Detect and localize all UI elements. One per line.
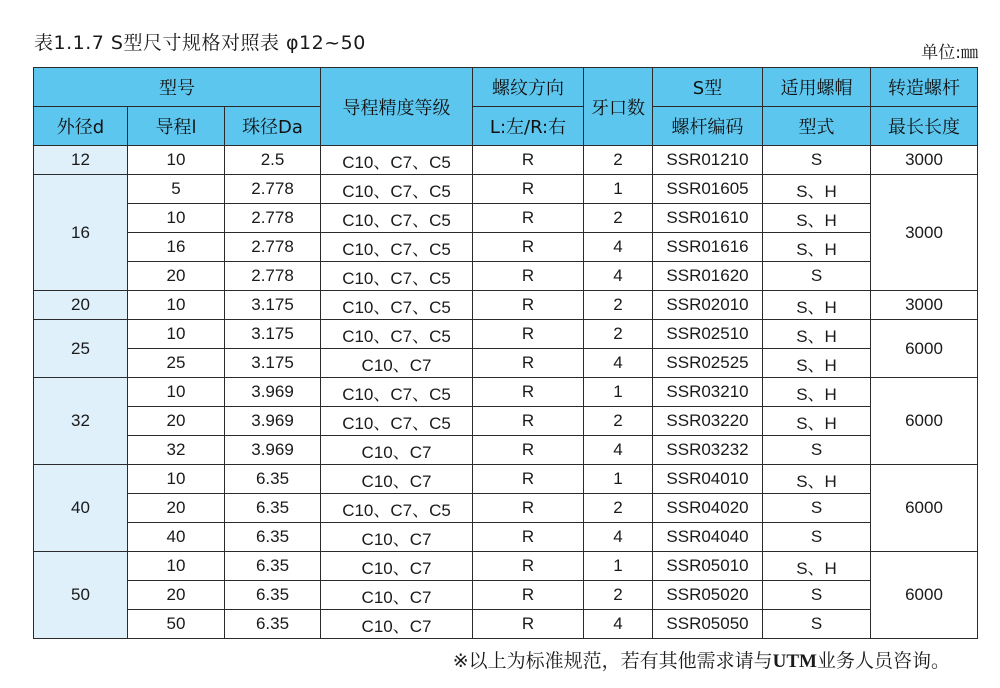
cell-starts: 1 xyxy=(584,552,653,581)
cell-accuracy: C10、C7、C5 xyxy=(321,320,473,349)
cell-direction: R xyxy=(473,233,584,262)
cell-accuracy: C10、C7、C5 xyxy=(321,204,473,233)
cell-ball-diameter: 2.778 xyxy=(225,262,321,291)
cell-direction: R xyxy=(473,175,584,204)
cell-ball-diameter: 3.175 xyxy=(225,291,321,320)
cell-starts: 2 xyxy=(584,494,653,523)
cell-max-length: 6000 xyxy=(871,552,978,639)
cell-starts: 2 xyxy=(584,146,653,175)
cell-outer-diameter: 50 xyxy=(34,552,128,639)
cell-starts: 4 xyxy=(584,523,653,552)
cell-nut-type: S、H xyxy=(763,320,871,349)
cell-lead: 10 xyxy=(128,378,225,407)
table-row xyxy=(34,262,978,291)
header-nut-type: 适用螺帽 xyxy=(763,68,871,107)
cell-accuracy: C10、C7、C5 xyxy=(321,175,473,204)
cell-nut-type: S xyxy=(763,494,871,523)
table-row xyxy=(34,349,978,378)
cell-max-length: 6000 xyxy=(871,465,978,552)
table-row xyxy=(34,175,978,204)
cell-accuracy: C10、C7 xyxy=(321,349,473,378)
cell-code: SSR04040 xyxy=(653,523,763,552)
table-row xyxy=(34,378,978,407)
cell-outer-diameter: 20 xyxy=(34,291,128,320)
cell-ball-diameter: 6.35 xyxy=(225,552,321,581)
cell-code: SSR02510 xyxy=(653,320,763,349)
cell-lead: 40 xyxy=(128,523,225,552)
header-max-length-sub: 最长长度 xyxy=(871,107,978,146)
cell-ball-diameter: 3.175 xyxy=(225,349,321,378)
cell-max-length: 3000 xyxy=(871,291,978,320)
cell-ball-diameter: 6.35 xyxy=(225,494,321,523)
cell-code: SSR01610 xyxy=(653,204,763,233)
footnote-brand: UTM xyxy=(772,651,817,672)
table-row xyxy=(34,581,978,610)
cell-ball-diameter: 6.35 xyxy=(225,523,321,552)
cell-nut-type: S xyxy=(763,146,871,175)
cell-direction: R xyxy=(473,349,584,378)
unit-label: 单位:㎜ xyxy=(921,43,978,63)
cell-lead: 25 xyxy=(128,349,225,378)
footnote-prefix: ※以上为标准规范，若有其他需求请与 xyxy=(452,650,773,672)
cell-ball-diameter: 2.778 xyxy=(225,175,321,204)
cell-direction: R xyxy=(473,436,584,465)
table-row xyxy=(34,407,978,436)
cell-starts: 2 xyxy=(584,291,653,320)
cell-accuracy: C10、C7、C5 xyxy=(321,407,473,436)
cell-direction: R xyxy=(473,407,584,436)
cell-max-length: 3000 xyxy=(871,146,978,175)
cell-ball-diameter: 2.778 xyxy=(225,233,321,262)
cell-nut-type: S xyxy=(763,523,871,552)
cell-outer-diameter: 32 xyxy=(34,378,128,465)
cell-ball-diameter: 3.175 xyxy=(225,320,321,349)
cell-starts: 2 xyxy=(584,581,653,610)
cell-starts: 2 xyxy=(584,204,653,233)
cell-direction: R xyxy=(473,320,584,349)
spec-table xyxy=(33,67,978,639)
cell-outer-diameter: 40 xyxy=(34,465,128,552)
cell-ball-diameter: 6.35 xyxy=(225,610,321,639)
cell-accuracy: C10、C7、C5 xyxy=(321,233,473,262)
header-code-sub: 螺杆编码 xyxy=(653,107,763,146)
cell-direction: R xyxy=(473,610,584,639)
header-code: S型 xyxy=(653,68,763,107)
cell-nut-type: S、H xyxy=(763,349,871,378)
cell-direction: R xyxy=(473,378,584,407)
cell-nut-type: S、H xyxy=(763,291,871,320)
cell-nut-type: S xyxy=(763,262,871,291)
cell-ball-diameter: 3.969 xyxy=(225,407,321,436)
cell-lead: 20 xyxy=(128,494,225,523)
cell-max-length: 6000 xyxy=(871,320,978,378)
header-outer-diameter: 外径d xyxy=(34,107,128,146)
header-accuracy: 导程精度等级 xyxy=(321,68,473,146)
cell-accuracy: C10、C7、C5 xyxy=(321,262,473,291)
cell-nut-type: S、H xyxy=(763,175,871,204)
header-ball-diameter: 珠径Da xyxy=(225,107,321,146)
header-model-group: 型号 xyxy=(34,68,321,107)
cell-max-length: 3000 xyxy=(871,175,978,291)
cell-accuracy: C10、C7、C5 xyxy=(321,378,473,407)
cell-lead: 16 xyxy=(128,233,225,262)
cell-direction: R xyxy=(473,291,584,320)
cell-starts: 1 xyxy=(584,465,653,494)
cell-accuracy: C10、C7 xyxy=(321,552,473,581)
cell-ball-diameter: 6.35 xyxy=(225,465,321,494)
header-lead: 导程l xyxy=(128,107,225,146)
cell-lead: 10 xyxy=(128,146,225,175)
cell-direction: R xyxy=(473,552,584,581)
cell-starts: 1 xyxy=(584,378,653,407)
cell-nut-type: S xyxy=(763,581,871,610)
cell-code: SSR01620 xyxy=(653,262,763,291)
cell-code: SSR05010 xyxy=(653,552,763,581)
header-direction: 螺纹方向 xyxy=(473,68,584,107)
footnote xyxy=(453,646,950,673)
cell-direction: R xyxy=(473,494,584,523)
spec-table-body xyxy=(34,146,978,639)
header-direction-legend: L:左/R:右 xyxy=(473,107,584,146)
cell-code: SSR04010 xyxy=(653,465,763,494)
cell-starts: 4 xyxy=(584,436,653,465)
cell-starts: 2 xyxy=(584,320,653,349)
cell-accuracy: C10、C7 xyxy=(321,581,473,610)
table-row xyxy=(34,494,978,523)
cell-lead: 5 xyxy=(128,175,225,204)
cell-direction: R xyxy=(473,581,584,610)
cell-accuracy: C10、C7、C5 xyxy=(321,291,473,320)
cell-accuracy: C10、C7 xyxy=(321,465,473,494)
cell-lead: 10 xyxy=(128,465,225,494)
cell-accuracy: C10、C7、C5 xyxy=(321,146,473,175)
cell-outer-diameter: 25 xyxy=(34,320,128,378)
cell-ball-diameter: 3.969 xyxy=(225,436,321,465)
cell-nut-type: S、H xyxy=(763,407,871,436)
cell-code: SSR02525 xyxy=(653,349,763,378)
cell-direction: R xyxy=(473,465,584,494)
cell-nut-type: S、H xyxy=(763,233,871,262)
cell-lead: 10 xyxy=(128,552,225,581)
cell-code: SSR01210 xyxy=(653,146,763,175)
cell-lead: 50 xyxy=(128,610,225,639)
cell-accuracy: C10、C7 xyxy=(321,610,473,639)
header-max-length: 转造螺杆 xyxy=(871,68,978,107)
cell-code: SSR03220 xyxy=(653,407,763,436)
cell-nut-type: S xyxy=(763,436,871,465)
header-nut-type-sub: 型式 xyxy=(763,107,871,146)
cell-lead: 10 xyxy=(128,291,225,320)
cell-code: SSR01616 xyxy=(653,233,763,262)
cell-starts: 4 xyxy=(584,610,653,639)
cell-lead: 32 xyxy=(128,436,225,465)
cell-lead: 10 xyxy=(128,204,225,233)
cell-direction: R xyxy=(473,523,584,552)
cell-code: SSR05050 xyxy=(653,610,763,639)
cell-lead: 20 xyxy=(128,262,225,291)
cell-nut-type: S xyxy=(763,610,871,639)
cell-accuracy: C10、C7、C5 xyxy=(321,494,473,523)
cell-nut-type: S、H xyxy=(763,465,871,494)
cell-direction: R xyxy=(473,146,584,175)
cell-starts: 4 xyxy=(584,349,653,378)
cell-code: SSR03232 xyxy=(653,436,763,465)
table-row xyxy=(34,610,978,639)
cell-outer-diameter: 16 xyxy=(34,175,128,291)
cell-lead: 20 xyxy=(128,407,225,436)
cell-code: SSR04020 xyxy=(653,494,763,523)
footnote-suffix: 业务人员咨询。 xyxy=(816,650,950,672)
cell-nut-type: S、H xyxy=(763,552,871,581)
table-row xyxy=(34,204,978,233)
cell-accuracy: C10、C7 xyxy=(321,436,473,465)
cell-direction: R xyxy=(473,204,584,233)
cell-ball-diameter: 2.778 xyxy=(225,204,321,233)
cell-lead: 10 xyxy=(128,320,225,349)
table-row xyxy=(34,320,978,349)
table-row xyxy=(34,146,978,175)
cell-starts: 2 xyxy=(584,407,653,436)
cell-lead: 20 xyxy=(128,581,225,610)
table-row xyxy=(34,291,978,320)
cell-code: SSR03210 xyxy=(653,378,763,407)
table-title: 表1.1.7 S型尺寸规格对照表 φ12~50 xyxy=(34,32,366,54)
cell-ball-diameter: 2.5 xyxy=(225,146,321,175)
cell-starts: 4 xyxy=(584,233,653,262)
table-row xyxy=(34,465,978,494)
header-starts: 牙口数 xyxy=(584,68,653,146)
table-row xyxy=(34,233,978,262)
table-row xyxy=(34,552,978,581)
cell-direction: R xyxy=(473,262,584,291)
cell-starts: 4 xyxy=(584,262,653,291)
cell-nut-type: S、H xyxy=(763,378,871,407)
cell-accuracy: C10、C7 xyxy=(321,523,473,552)
cell-code: SSR05020 xyxy=(653,581,763,610)
cell-starts: 1 xyxy=(584,175,653,204)
cell-ball-diameter: 6.35 xyxy=(225,581,321,610)
table-row xyxy=(34,436,978,465)
cell-max-length: 6000 xyxy=(871,378,978,465)
cell-code: SSR01605 xyxy=(653,175,763,204)
cell-ball-diameter: 3.969 xyxy=(225,378,321,407)
table-row xyxy=(34,523,978,552)
cell-code: SSR02010 xyxy=(653,291,763,320)
cell-outer-diameter: 12 xyxy=(34,146,128,175)
cell-nut-type: S、H xyxy=(763,204,871,233)
